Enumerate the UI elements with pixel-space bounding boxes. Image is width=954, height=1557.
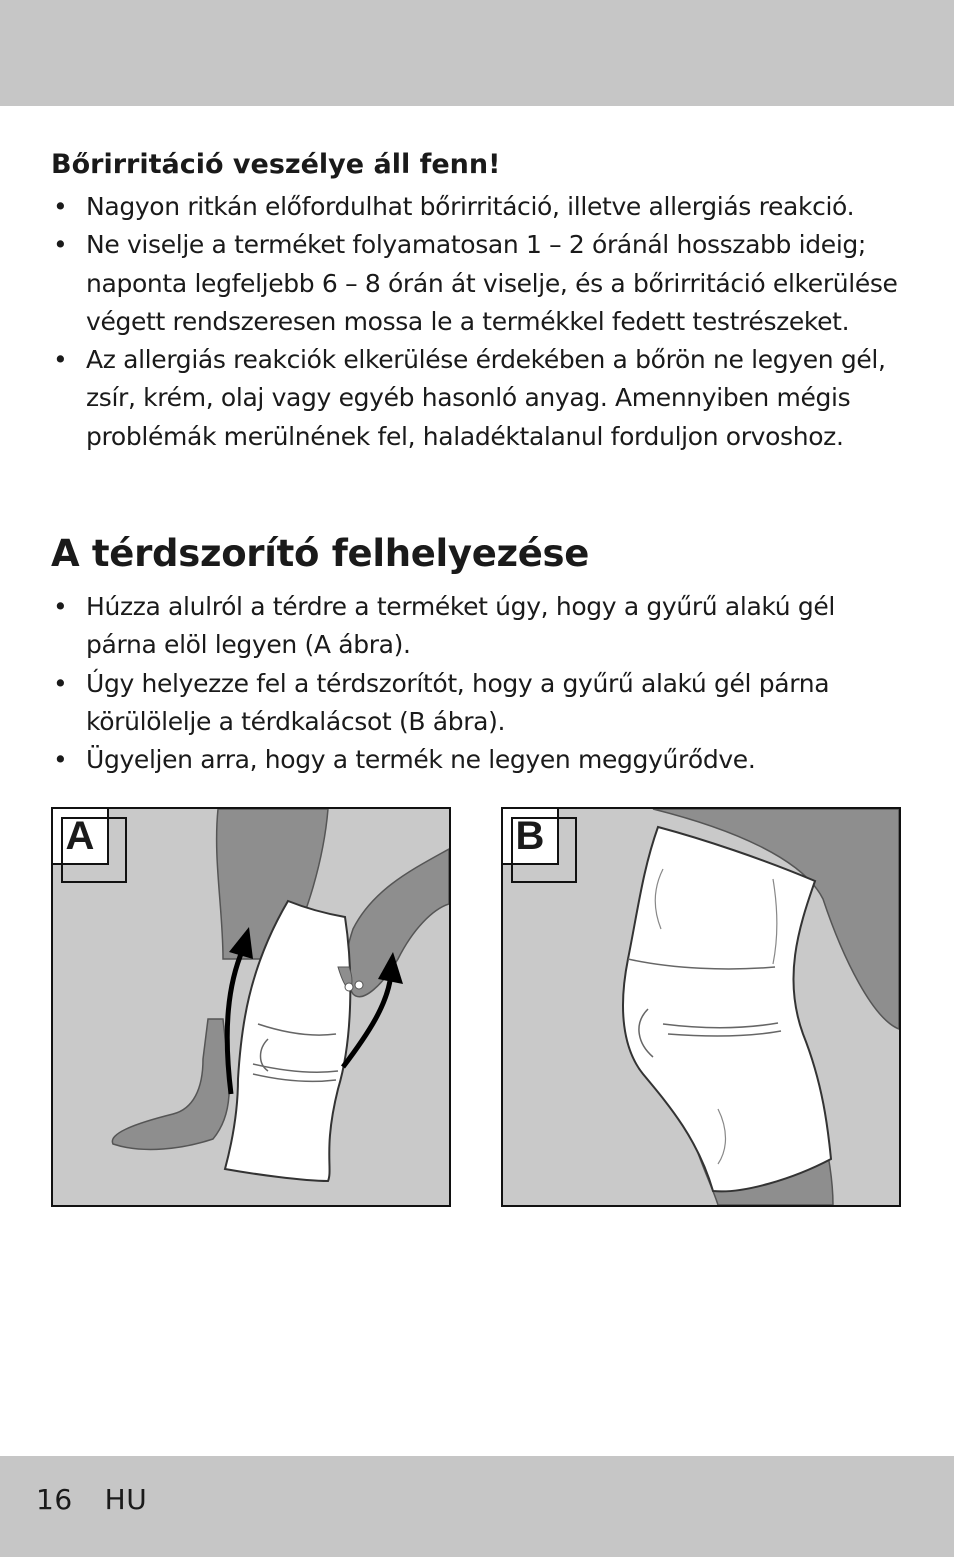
bullet-icon: •: [53, 745, 68, 775]
list-item-text: Ügyeljen arra, hogy a termék ne legyen meggyűrődve.: [86, 745, 756, 775]
warning-heading: Bőrirritáció veszélye áll fenn!: [51, 149, 501, 180]
language-code: HU: [104, 1483, 148, 1516]
page-number: 16: [36, 1483, 73, 1516]
list-item: [51, 741, 871, 779]
list-item: [51, 341, 911, 456]
bullet-icon: •: [53, 668, 68, 698]
list-item-text: Úgy helyezze fel a térdszorítót, hogy a gyűrű alakú gél párna körülölelje a térdkalácsot (B ábra).: [86, 668, 830, 736]
list-item-text: Ne viselje a terméket folyamatosan 1 – 2 óránál hosszabb ideig; naponta legfeljebb 6 – 8 órán át viselje, és a bőrirritáció elkerülése végett rendszeresen mossa le a termékkel fedett testrészeket.: [86, 230, 898, 336]
list-item: [51, 226, 911, 341]
figure-a: [51, 807, 451, 1207]
bullet-icon: •: [53, 192, 68, 221]
page-footer: [36, 1483, 147, 1516]
figure-a-label: A: [51, 807, 109, 865]
list-item-text: Nagyon ritkán előfordulhat bőrirritáció, illetve allergiás reakció.: [86, 192, 855, 221]
bullet-icon: •: [53, 592, 68, 621]
bullet-icon: •: [53, 230, 68, 260]
list-item-text: Az allergiás reakciók elkerülése érdekében a bőrön ne legyen gél, zsír, krém, olaj vagy egyéb hasonló anyag. Amennyiben mégis problémák merülnének fel, haladéktalanul forduljon orvoshoz.: [86, 345, 886, 451]
list-item: [51, 665, 871, 742]
figure-b: [501, 807, 901, 1207]
instruction-list: [51, 588, 871, 779]
section-heading: A térdszorító felhelyezése: [51, 532, 590, 575]
list-item: [51, 588, 871, 665]
figure-b-label: B: [501, 807, 559, 865]
list-item-text: Húzza alulról a térdre a terméket úgy, hogy a gyűrű alakú gél párna elöl legyen (A ábra).: [86, 592, 836, 660]
list-item: [51, 188, 911, 226]
warning-list: [51, 188, 911, 456]
bullet-icon: •: [53, 345, 68, 375]
header-band: [0, 0, 954, 106]
